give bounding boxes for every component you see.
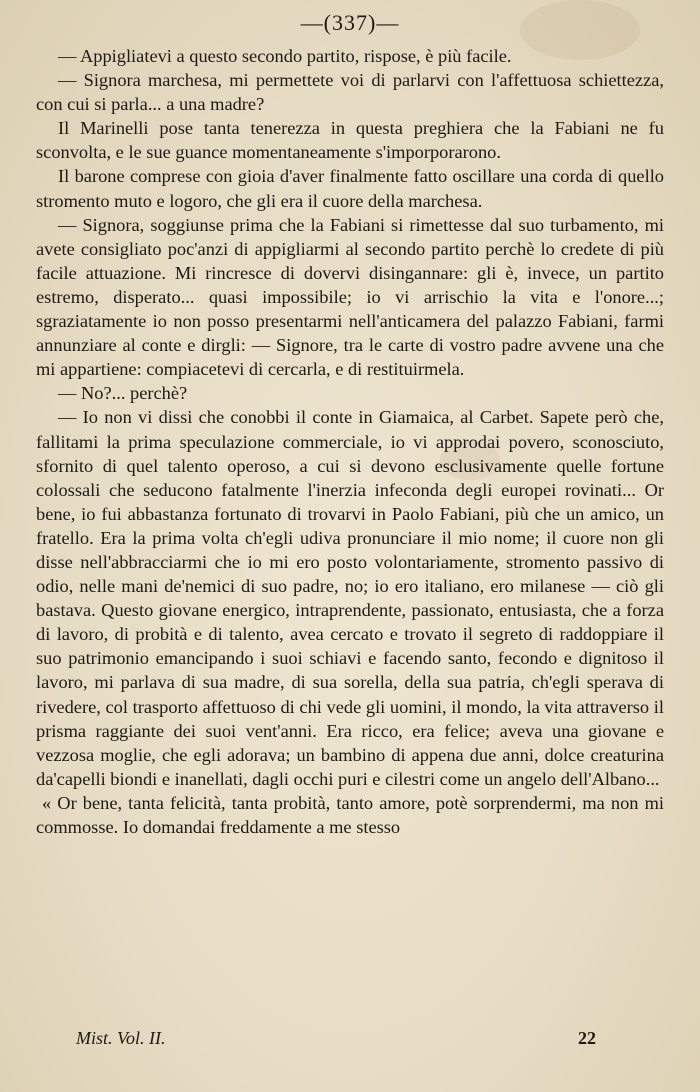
paragraph: — Signora, soggiunse prima che la Fabiani si rimettesse dal suo turbamento, mi avete consigliato poc'anzi di appigliarmi al secondo partito perchè lo credete di più facile attuazione. Mi rincresce di dovervi disingannare: gli è, invece, un partito estremo, disperato... quasi impossibile; io vi arrischio la vita e l'onore...; sgraziatamente io non posso presentarmi nell'anticamera del palazzo Fabiani, farmi annunziare al conte e dirgli: — Signore, tra le carte di vostro padre avvene una che mi appartiene: compiacetevi di cercarla, e di restituirmela. (36, 214, 664, 380)
paragraph: Il barone comprese con gioia d'aver finalmente fatto oscillare una corda di quello stromento muto e logoro, che gli era il cuore della marchesa. (36, 166, 664, 211)
paragraph: Il Marinelli pose tanta tenerezza in questa preghiera che la Fabiani ne fu sconvolta, e le sue guance momentaneamente s'imporporarono. (36, 118, 664, 163)
sheet-number: 22 (578, 1028, 596, 1048)
signature-mark: Mist. Vol. II. (76, 1028, 166, 1048)
paragraph: — Io non vi dissi che conobbi il conte in Giamaica, al Carbet. Sapete però che, fallitami la prima speculazione commerciale, io vi approdai povero, sconosciuto, sfornito di quel talento operoso, a cui si devono esclusivamente quelle fortune colossali che seducono fatalmente l'inerzia infeconda degli europei rovinati... Or bene, io fui abbastanza fortunato di trovarvi in Paolo Fabiani, più che un amico, un fratello. Era la prima volta ch'egli udiva pronunciare il mio nome; il cuore non gli disse nell'abbracciarmi che io mi ero posto volontariamente, stromento passivo di odio, nelle mani de'nemici di suo padre, no; io ero italiano, ero milanese — ciò gli bastava. Questo giovane energico, intraprendente, passionato, entusiasta, che a forza di lavoro, di probità e di talento, avea cercato e trovato il segreto di raddoppiare il suo patrimonio emancipando i suoi schiavi e facendo santo, fecondo e dignitoso il lavoro, mi parlava di sua madre, di sua sorella, della sua patria, ch'egli sperava di rivedere, col trasporto affettuoso di chi vede gli uomini, il mondo, la vita attraverso il prisma raggiante dei suoi vent'anni. Era ricco, era felice; aveva una giovane e vezzosa moglie, che egli adorava; un bambino di appena due anni, dolce creaturina da'capelli biondi e inanellati, dagli occhi puri e cilestri come un angelo dell'Albano... (36, 407, 664, 789)
page-number-header: —(337)— (300, 10, 400, 35)
page-footer (76, 1028, 596, 1049)
page-body (36, 44, 664, 839)
paragraph: — Appigliatevi a questo secondo partito, rispose, è più facile. (58, 46, 512, 66)
paragraph: — Signora marchesa, mi permettete voi di parlarvi con l'affettuosa schiettezza, con cui si parla... a una madre? (36, 70, 664, 115)
paragraph: « Or bene, tanta felicità, tanta probità, tanto amore, potè sorprendermi, ma non mi commosse. Io domandai freddamente a me stesso (36, 792, 664, 837)
paragraph: — No?... perchè? (58, 383, 188, 404)
